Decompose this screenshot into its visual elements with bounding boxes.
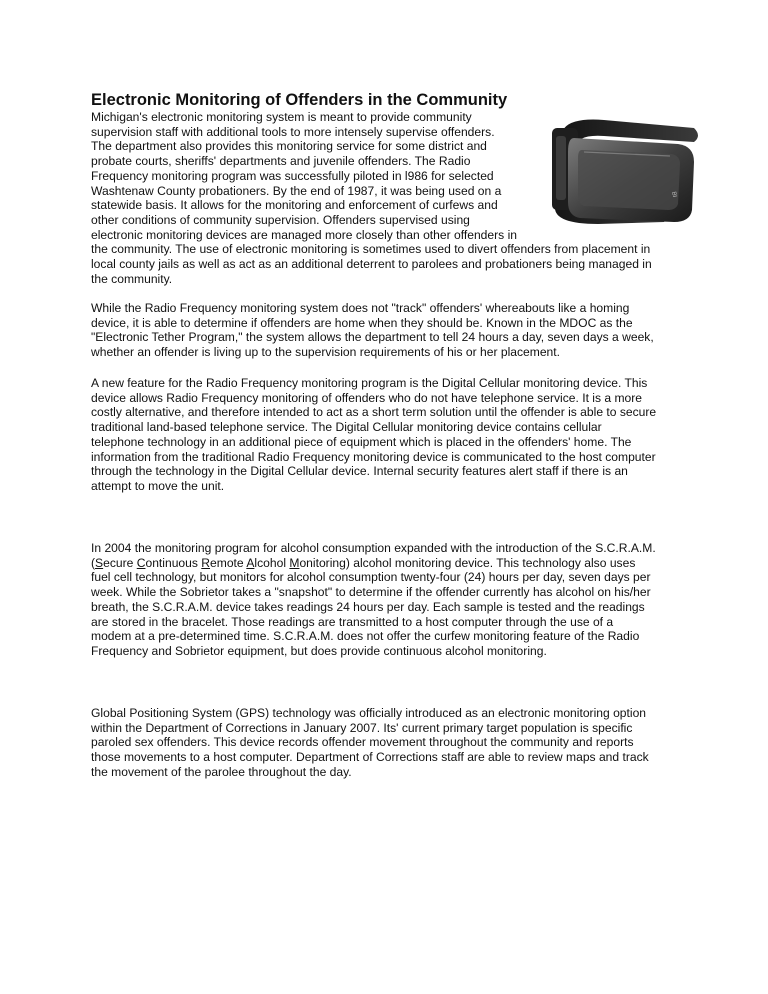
text-line: week. While the Sobrietor takes a "snapshot" to determine if the offender currently has alcohol on his/her [91, 585, 651, 600]
text-line: costly alternative, and therefore intended to act as a short term solution until the offender is able to secure [91, 405, 657, 420]
scram-letter-a: A [246, 555, 255, 570]
text-line: breath, the S.C.R.A.M. device takes readings 24 hours per day. Each sample is tested and the readings [91, 599, 645, 614]
text-line: through the technology in the Digital Cellular device. Internal security features alert staff if there is an [91, 464, 628, 479]
text-line: "Electronic Tether Program," the system allows the department to tell 24 hours a day, seven days a week, [91, 330, 654, 345]
text-line: Michigan's electronic monitoring system is meant to provide community [91, 110, 472, 124]
scram-open-paren: ( [91, 555, 96, 570]
paragraph-scram [91, 541, 691, 659]
scram-word-monitoring: onitoring) [299, 555, 350, 570]
scram-word-secure: ecure [103, 555, 137, 570]
text-line: The department also provides this monitoring service for some district and [91, 139, 487, 154]
text-line: information from the traditional Radio Frequency monitoring device is communicated to the host computer [91, 449, 656, 464]
text-line: within the Department of Corrections in January 2007. Its' current primary target population is specific [91, 720, 633, 735]
scram-letter-s: S [95, 555, 104, 570]
text-line: device allows Radio Frequency monitoring of offenders who do not have telephone service. It is a more [91, 390, 643, 405]
text-line: the community. The use of electronic monitoring is sometimes used to divert offenders from placement in [91, 242, 651, 257]
text-line: modem at a pre-determined time. S.C.R.A.M. does not offer the curfew monitoring feature of the Radio [91, 629, 640, 644]
text-line: telephone technology in an additional piece of equipment which is placed in the offenders' home. The [91, 434, 632, 449]
scram-letter-m: M [289, 555, 300, 570]
text-line: the community. [91, 271, 173, 286]
text-line: In 2004 the monitoring program for alcohol consumption expanded with the introduction of the S.C.R.A.M. [91, 541, 656, 555]
svg-text:BI: BI [670, 191, 678, 198]
text-line: the movement of the parolee throughout the day. [91, 764, 352, 779]
scram-word-alcohol: lcohol [254, 555, 290, 570]
scram-word-remote: emote [210, 555, 247, 570]
scram-expansion-line [91, 556, 691, 571]
text-line: Washtenaw County probationers. By the end of 1987, it was being used on a [91, 183, 502, 198]
scram-line-tail: alcohol monitoring device. This technology also uses [349, 555, 636, 570]
text-line: While the Radio Frequency monitoring system does not "track" offenders' whereabouts like a homing [91, 301, 630, 315]
text-line: paroled sex offenders. This device records offender movement throughout the community and reports [91, 735, 634, 750]
text-line: A new feature for the Radio Frequency monitoring program is the Digital Cellular monitoring device. This [91, 376, 648, 390]
paragraph-gps [91, 706, 691, 780]
text-line: Frequency monitoring program was successfully piloted in l986 for selected [91, 168, 494, 183]
text-line: probate courts, sheriffs' departments and juvenile offenders. The Radio [91, 154, 471, 169]
text-line: Global Positioning System (GPS) technology was officially introduced as an electronic monitoring option [91, 706, 647, 720]
paragraph-radio-frequency [91, 301, 691, 360]
text-line: local county jails as well as act as an additional deterrent to parolees and probationers being managed in [91, 257, 652, 272]
text-line: fuel cell technology, but monitors for alcohol consumption twenty-four (24) hours per day, seven days per [91, 570, 651, 585]
text-line: device, it is able to determine if offenders are home when they should be. Known in the MDOC as the [91, 315, 633, 330]
text-line: statewide basis. It allows for the monitoring and enforcement of curfews and [91, 198, 498, 213]
scram-word-continuous: ontinuous [145, 555, 202, 570]
paragraph-digital-cellular [91, 376, 691, 494]
page-title: Electronic Monitoring of Offenders in the Community [91, 91, 508, 109]
ankle-monitor-image [544, 106, 704, 232]
text-line: are stored in the bracelet. Those readings are transmitted to a host computer through the use of a [91, 614, 614, 629]
scram-letter-r: R [201, 555, 211, 570]
text-line: traditional land-based telephone service. The Digital Cellular monitoring device contains cellular [91, 420, 602, 435]
text-line: Frequency and Sobrietor equipment, but does provide continuous alcohol monitoring. [91, 643, 547, 658]
text-line: those movements to a host computer. Department of Corrections staff are able to review maps and track [91, 750, 649, 765]
text-line: whether an offender is living up to the supervision requirements of his or her placement. [91, 345, 561, 360]
text-line: supervision staff with additional tools to more intensely supervise offenders. [91, 124, 495, 139]
text-line: other conditions of community supervision. Offenders supervised using [91, 212, 470, 227]
scram-letter-c: C [136, 555, 146, 570]
text-line: electronic monitoring devices are managed more closely than other offenders in [91, 227, 517, 242]
text-line: attempt to move the unit. [91, 478, 225, 493]
